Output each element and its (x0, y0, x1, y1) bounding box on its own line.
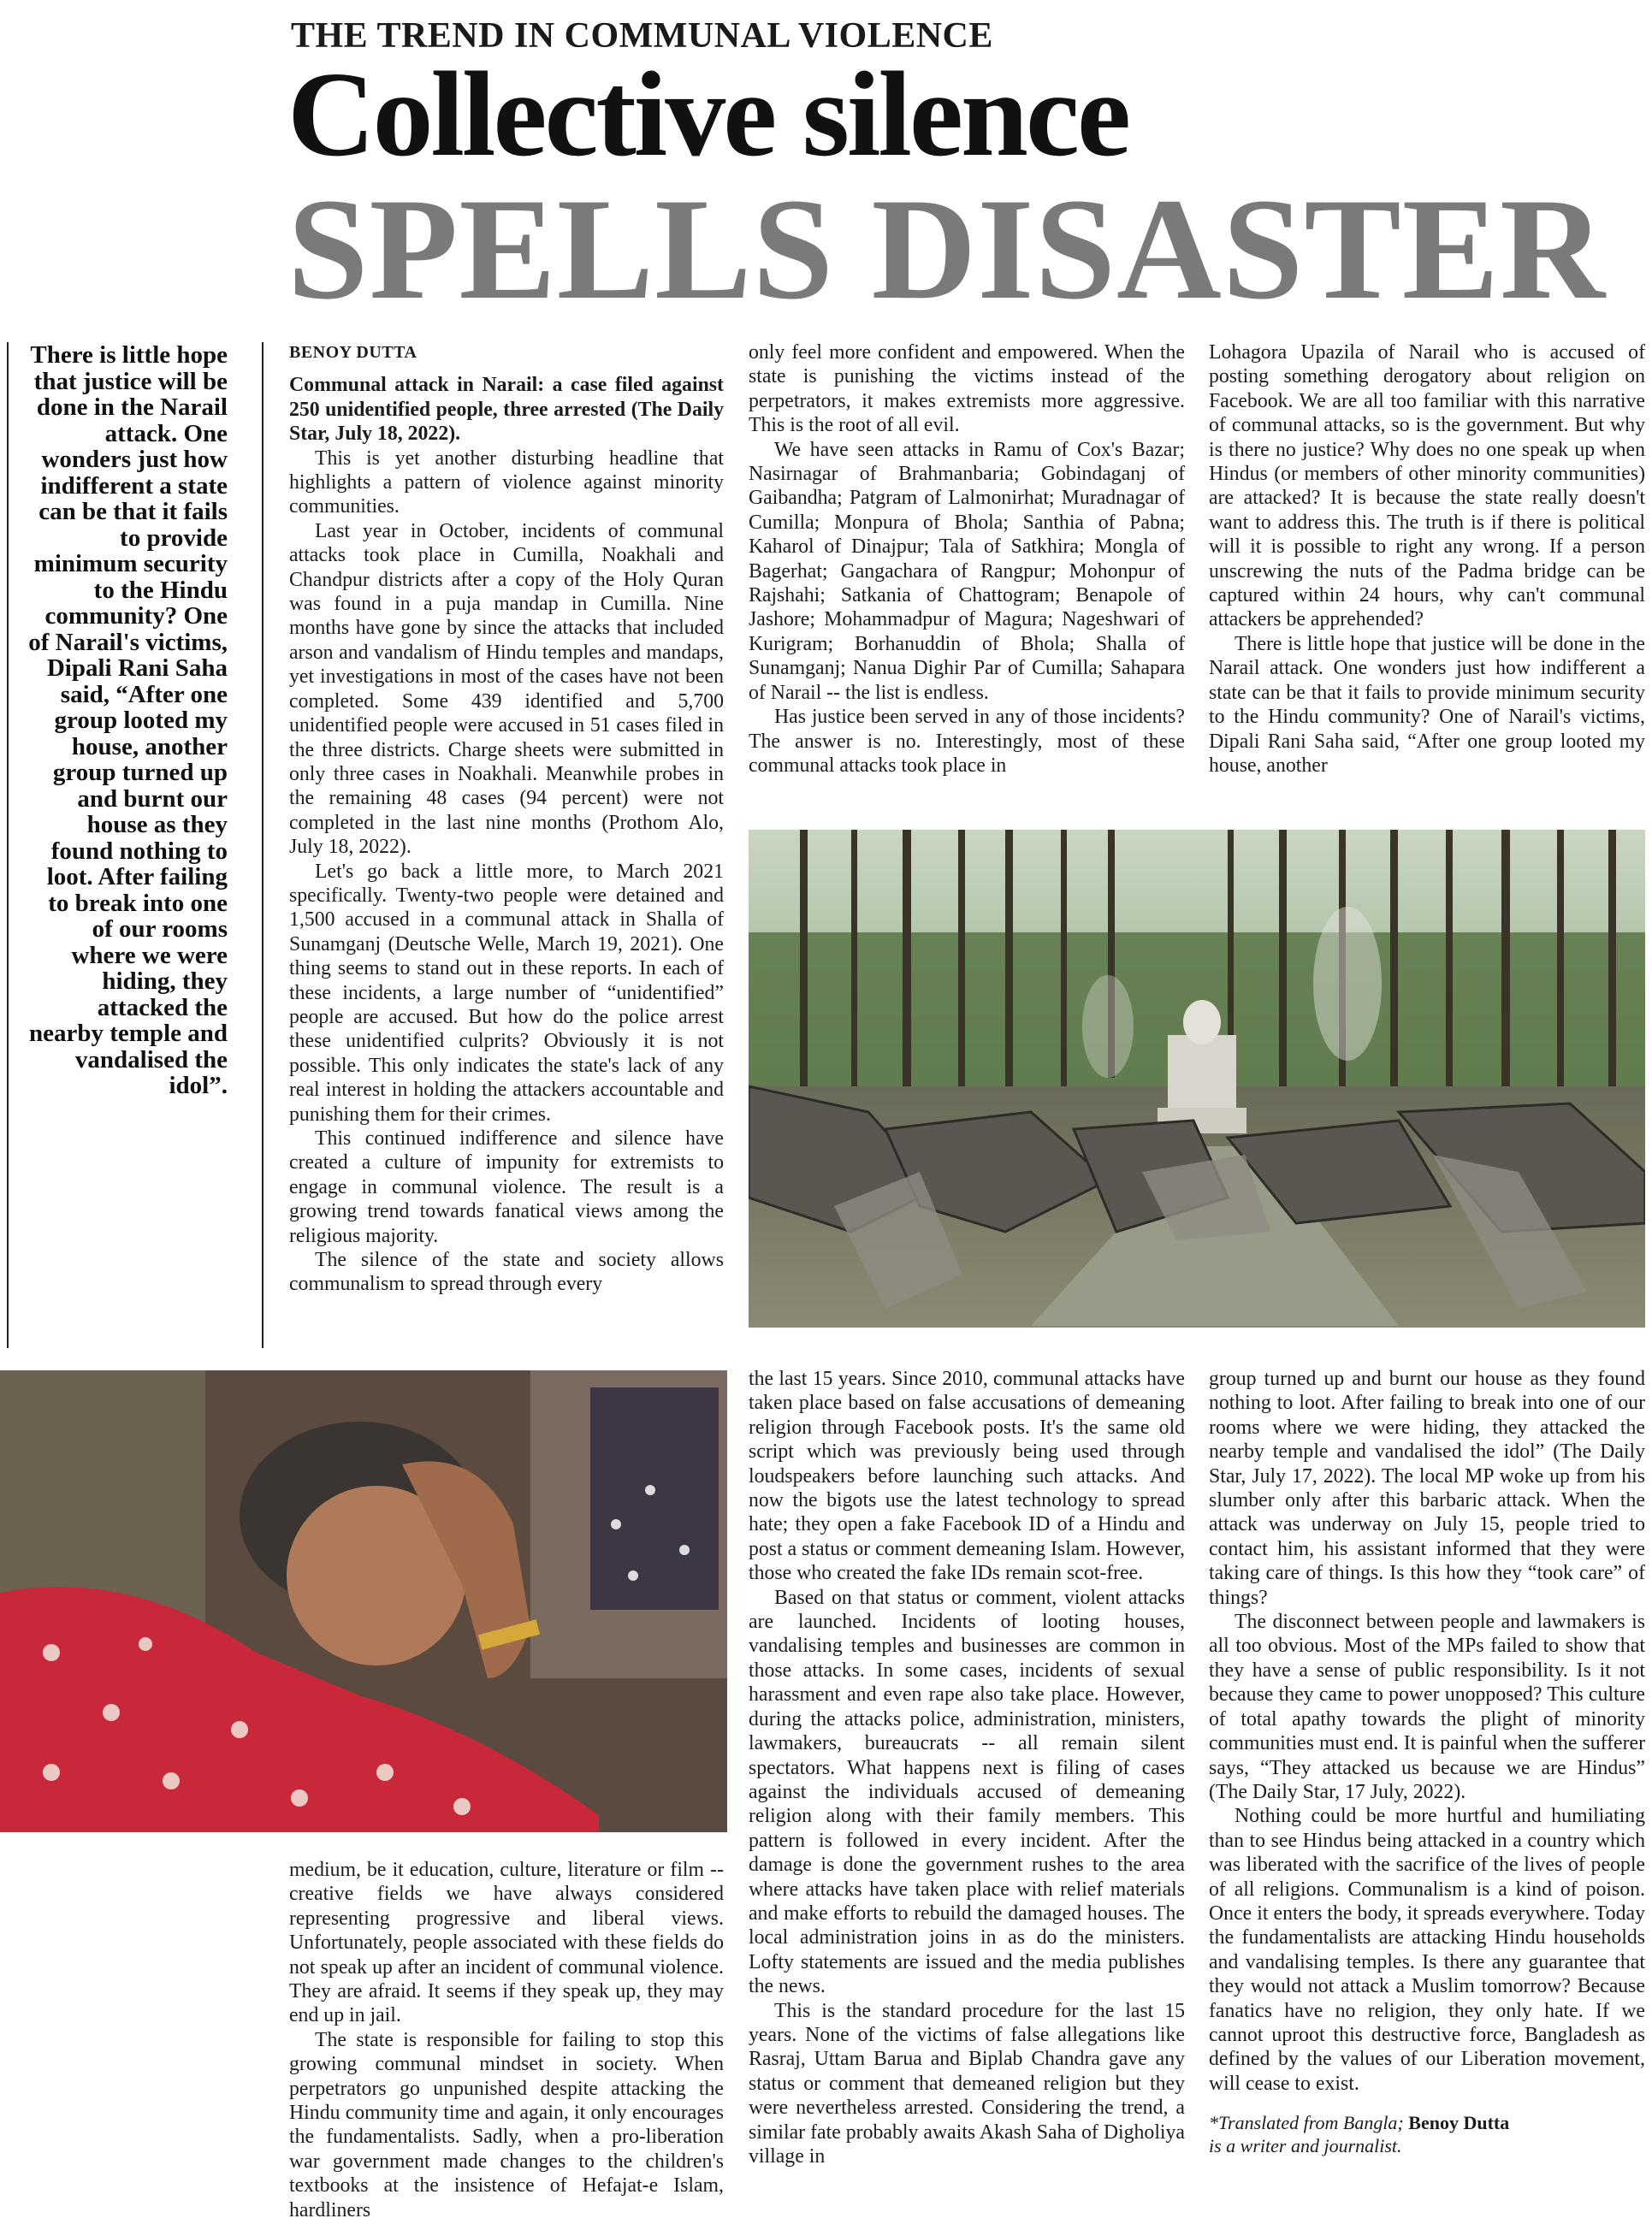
left-margin-rule (7, 342, 9, 1348)
headline-line-1: Collective silence (287, 46, 1128, 181)
paragraph: The disconnect between people and lawmakers is all too obvious. Most of the MPs failed to show that they have a sense of public responsibility. Is it not because they came to power unopposed? This culture of total apathy towards the plight of minority communities must end. It is painful when the sufferer says, “They attacked us because we are Hindus” (The Daily Star, 17 July, 2022). (1209, 1611, 1645, 1803)
byline: BENOY DUTTA (289, 343, 417, 362)
paragraph: We have seen attacks in Ramu of Cox's Bazar; Nasirnagar of Brahmanbaria; Gobindaganj of Gaibandha; Patgram of Lalmonirhat; Muradnagar of Cumilla; Monpura of Bhola; Santhia of Pabna; Kaharol of Dinajpur; Tala of Satkhira; Mongla of Bagerhat; Gangachara of Rangpur; Mohonpur of Rajshahi; Satkania of Chattogram; Benapole of Jashore; Mohammadpur of Magura; Nageshwari of Kurigram; Borhanuddin of Bhola; Shalla of Sunamganj; Nanua Dighir Par of Cumilla; Sahapara of Narail -- the list is endless. (749, 438, 1185, 704)
paragraph: Last year in October, incidents of communal attacks took place in Cumilla, Noakhali and Chandpur districts after a copy of the Holy Quran was found in a puja mandap in Cumilla. Nine months have gone by since the attacks that included arson and vandalism of Hindu temples and mandaps, yet investigations in most of the cases have not been completed. Some 439 identified and 5,700 unidentified people were accused in 51 cases filed in the three districts. Charge sheets were submitted in only three cases in Noakhali. Meanwhile probes in the remaining 48 cases (94 percent) were not completed in the last nine months (Prothom Alo, July 18, 2022). (289, 519, 724, 859)
paragraph: This continued indifference and silence have created a culture of impunity for extremists to engage in communal violence. The result is a growing trend towards fanatical views among the religious majority. (289, 1127, 724, 1247)
paragraph: There is little hope that justice will be done in the Narail attack. One wonders just how indifferent a state can be that it fails to provide minimum security to the Hindu community? One of Narail's victims, Dipali Rani Saha said, “After one group looted my house, another (1209, 632, 1645, 777)
paragraph: Lohagora Upazila of Narail who is accused of posting something derogatory about religion on Facebook. We are all too familiar with this narrative of communal attacks, so is the government. But why is there no justice? Why does no one speak up when Hindus (or members of other minority communities) are attacked? It is because the state really doesn't want to address this. The truth is if there is political will it is possible to right any wrong. If a person unscrewing the nuts of the Padma bridge can be captured within 24 hours, why can't communal attackers be apprehended? (1209, 341, 1645, 631)
headline-line-2: SPELLS DISASTER (287, 169, 1606, 329)
paragraph: group turned up and burnt our house as they found nothing to loot. After failing to break into one of our rooms where we were hiding, they attacked the nearby temple and vandalised the idol” (The Daily Star, July 17, 2022). The local MP woke up from his slumber only after this barbaric attack. When the attack was underway on July 15, people tried to contact him, his assistant informed that they were taking care of things. Is this how they “took care” of things? (1209, 1368, 1645, 1609)
photo-burnt-temple (749, 830, 1645, 1328)
paragraph: The state is responsible for failing to stop this growing communal mindset in society. When perpetrators go unpunished despite attacking the Hindu community time and again, it only encourages the fundamentalists. Sadly, when a pro-liberation war government made changes to the children's textbooks at the insistence of Hefajat-e Islam, hardliners (289, 2028, 724, 2221)
photo-grieving-woman (0, 1370, 727, 1832)
paragraph: Has justice been served in any of those incidents? The answer is no. Interestingly, most of these communal attacks took place in (749, 706, 1185, 777)
lead-paragraph: Communal attack in Narail: a case filed against 250 unidentified people, three arrested (The Daily Star, July 18, 2022). (289, 374, 724, 446)
paragraph: The silence of the state and society allows communalism to spread through every (289, 1249, 724, 1296)
article-column-3-continued (1209, 1367, 1645, 2157)
paragraph: This is the standard procedure for the last 15 years. None of the victims of false allegations like Rasraj, Uttam Barua and Biplab Chandra gave any status or comment that demeaned religion but they were nevertheless arrested. Considering the trend, a similar fate probably awaits Akash Saha of Digholiya village in (749, 1999, 1185, 2168)
author-name: Benoy Dutta (1408, 2112, 1510, 2134)
author-note (1209, 2111, 1645, 2157)
paragraph: Based on that status or comment, violent attacks are launched. Incidents of looting houses, vandalising temples and businesses are common in those attacks. In some cases, incidents of sexual harassment and even rape also take place. However, during the attacks police, administration, ministers, lawmakers, bureaucrats -- all remain silent spectators. What happens next is filing of cases against the individuals accused of demeaning religion along with their family members. This pattern is followed in every incident. After the damage is done the government rushes to the area where attacks have taken place with relief materials and make efforts to rebuild the damaged houses. The local administration joins in as do the ministers. Lofty statements are issued and the media publishes the news. (749, 1586, 1185, 1998)
paragraph: medium, be it education, culture, literature or film -- creative fields we have always considered representing progressive and liberal views. Unfortunately, people associated with these fields do not speak up after an incident of communal violence. They are afraid. It seems if they speak up, they may end up in jail. (289, 1859, 724, 2027)
translation-note: *Translated from Bangla; (1209, 2112, 1404, 2134)
article-column-2-continued (749, 1367, 1185, 2168)
kicker: THE TREND IN COMMUNAL VIOLENCE (291, 16, 993, 56)
paragraph: only feel more confident and empowered. When the state is punishing the victims instead of the perpetrators, it makes extremists more aggressive. This is the root of all evil. (749, 341, 1185, 437)
pull-quote: There is little hope that justice will be done in the Narail attack. One wonders just how indifferent a state can be that it fails to provide minimum security to the Hindu community? One of Narail's victims, Dipali Rani Saha said, “After one group looted my house, another group turned up and burnt our house as they found nothing to loot. After failing to break into one of our rooms where we were hiding, they attacked the nearby temple and vandalised the idol”. (28, 341, 228, 1099)
paragraph: the last 15 years. Since 2010, communal attacks have taken place based on false accusations of demeaning religion through Facebook posts. It's the same old script which was previously being used through loudspeakers before launching such attacks. And now the bigots use the latest technology to spread hate; they open a fake Facebook ID of a Hindu and post a status or comment demeaning Islam. However, those who created the fake IDs remain scot-free. (749, 1368, 1185, 1585)
article-column-1 (289, 340, 724, 1297)
paragraph: Nothing could be more hurtful and humiliating than to see Hindus being attacked in a country which was liberated with the sacrifice of the lives of people of all religions. Communalism is a kind of poison. Once it enters the body, it spreads everywhere. Today the fundamentalists are attacking Hindu households and vandalising temples. Is there any guarantee that they would not attack a Muslim tomorrow? Because fanatics have no religion, they only hate. If we cannot uproot this destructive force, Bangladesh as defined by the values of our Liberation movement, will cease to exist. (1209, 1805, 1645, 2095)
paragraph: This is yet another disturbing headline that highlights a pattern of violence against minority communities. (289, 447, 724, 518)
article-column-3 (1209, 340, 1645, 778)
pullquote-rule (262, 342, 263, 1348)
article-column-1-continued (289, 1858, 724, 2222)
author-role: is a writer and journalist. (1209, 2135, 1402, 2157)
paragraph: Let's go back a little more, to March 2021 specifically. Twenty-two people were detained and 1,500 accused in a communal attack in Shalla of Sunamganj (Deutsche Welle, March 19, 2021). One thing seems to stand out in these reports. In each of these incidents, a large number of “unidentified” people are accused. But how do the police arrest these unidentified culprits? Obviously it is not possible. This only indicates the state's lack of any real interest in holding the attackers accountable and punishing them for their crimes. (289, 860, 724, 1126)
article-column-2 (749, 340, 1185, 778)
